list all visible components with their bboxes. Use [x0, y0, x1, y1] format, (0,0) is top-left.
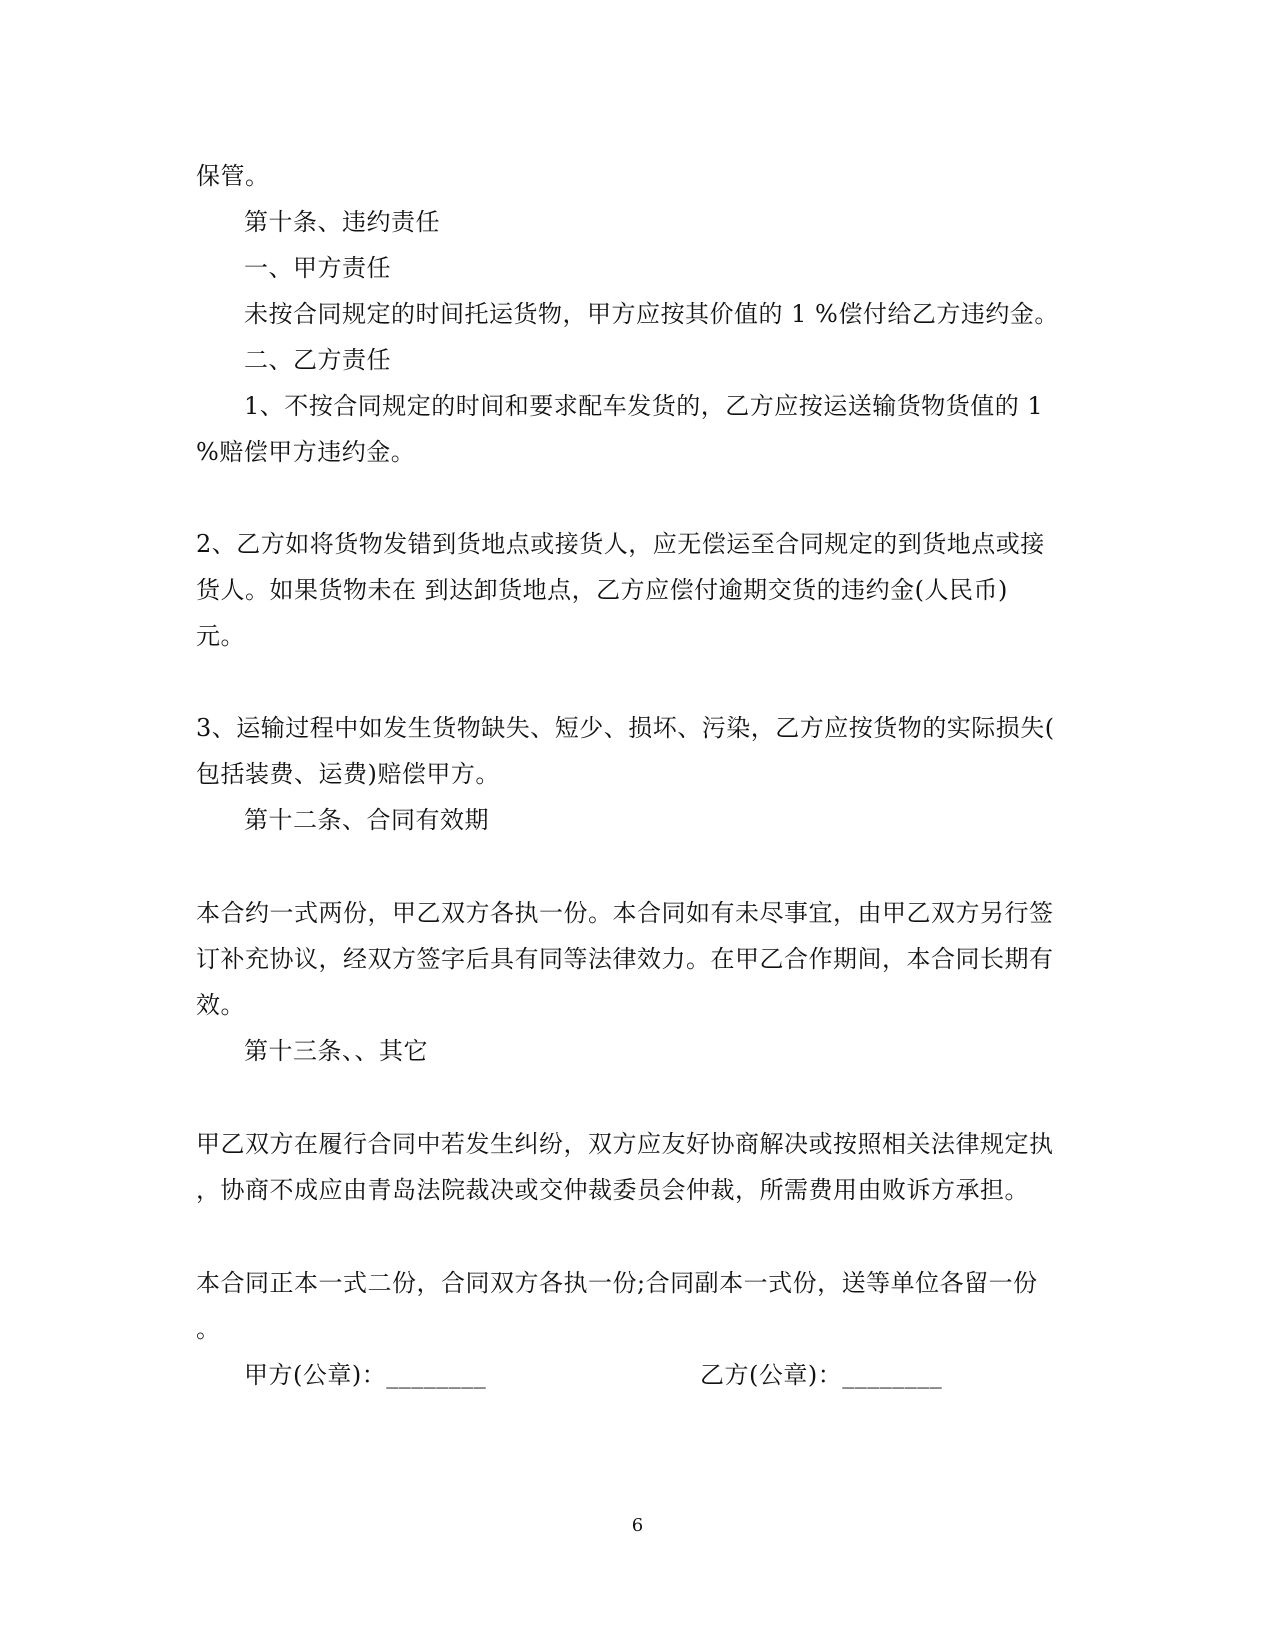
paragraph-line: 包括装费、运费)赔偿甲方。: [196, 760, 500, 788]
paragraph-line: 。: [196, 1315, 221, 1343]
paragraph-line: 本合约一式两份，甲乙双方各执一份。本合同如有未尽事宜，由甲乙双方另行签: [196, 899, 1054, 927]
signature-party-b: 乙方(公章)：________: [700, 1361, 943, 1389]
paragraph-line: 保管。: [196, 162, 270, 190]
paragraph-line: 甲乙双方在履行合同中若发生纠纷，双方应友好协商解决或按照相关法律规定执: [196, 1130, 1054, 1158]
paragraph-line: 订补充协议，经双方签字后具有同等法律效力。在甲乙合作期间，本合同长期有: [196, 945, 1054, 973]
article-heading: 第十条、违约责任: [244, 208, 440, 236]
paragraph-line: 3、运输过程中如发生货物缺失、短少、损坏、污染，乙方应按货物的实际损失(: [196, 714, 1055, 742]
paragraph-line: 未按合同规定的时间托运货物，甲方应按其价值的 1 %偿付给乙方违约金。: [244, 300, 1059, 328]
section-heading: 一、甲方责任: [244, 254, 391, 282]
article-heading: 第十三条、、其它: [244, 1037, 428, 1065]
paragraph-line: 2、乙方如将货物发错到货地点或接货人，应无偿运至合同规定的到货地点或接: [196, 530, 1045, 558]
paragraph-line: 元。: [196, 622, 245, 650]
signature-party-a: 甲方(公章)：________: [244, 1361, 487, 1389]
article-heading: 第十二条、合同有效期: [244, 806, 489, 834]
paragraph-line: 货人。如果货物未在 到达卸货地点，乙方应偿付逾期交货的违约金(人民币): [196, 576, 1008, 604]
paragraph-line: 效。: [196, 991, 245, 1019]
paragraph-line: ，协商不成应由青岛法院裁决或交仲裁委员会仲裁，所需费用由败诉方承担。: [196, 1176, 1029, 1204]
page-number: 6: [631, 1515, 644, 1536]
paragraph-line: 1、不按合同规定的时间和要求配车发货的，乙方应按运送输货物货值的 1: [244, 392, 1044, 420]
paragraph-line: %赔偿甲方违约金。: [196, 438, 416, 466]
section-heading: 二、乙方责任: [244, 346, 391, 374]
paragraph-line: 本合同正本一式二份，合同双方各执一份;合同副本一式份，送等单位各留一份: [196, 1269, 1038, 1297]
